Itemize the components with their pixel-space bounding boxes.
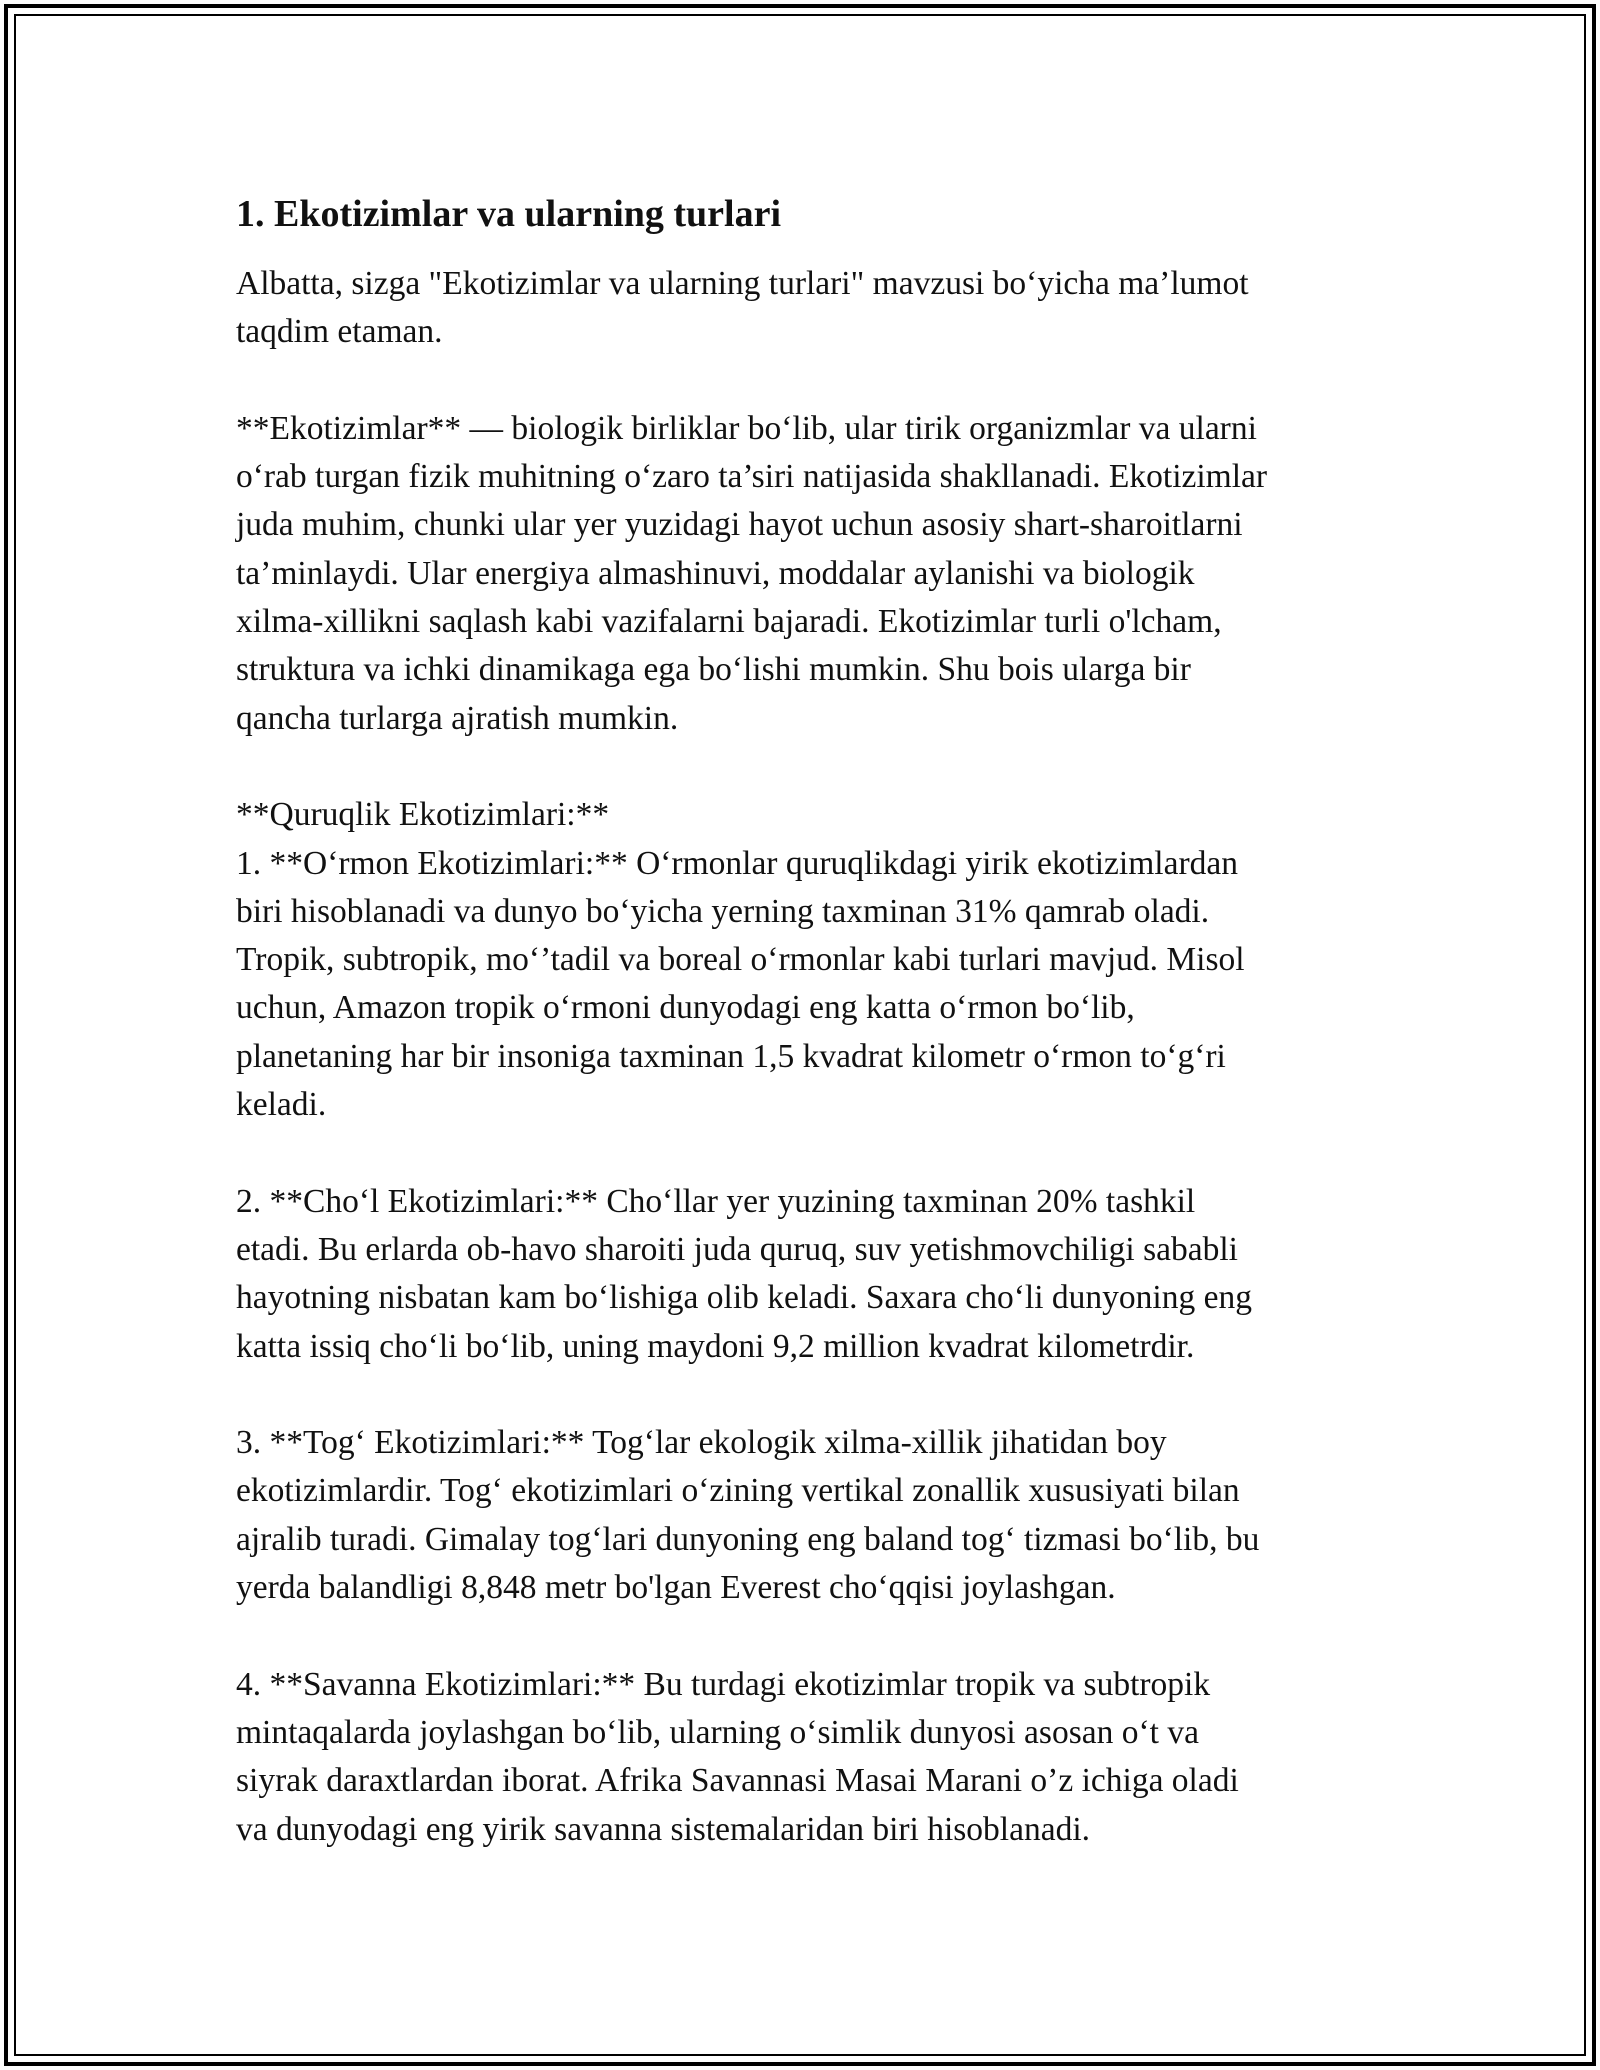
paragraph-savanna: 4. **Savanna Ekotizimlari:** Bu turdagi ekotizimlar tropik va subtropik mintaqalarda joylashgan bo‘lib, ularning o‘simlik dunyosi asosan o‘t va siyrak daraxtlardan iborat. Afrika Savannasi Masai Marani o’z ichiga oladi va dunyodagi eng yirik savanna sistemalaridan biri hisoblanadi. xyxy=(236,1665,1239,1848)
paragraph-definition: **Ekotizimlar** — biologik birliklar bo‘lib, ular tirik organizmlar va ularni o‘rab turgan fizik muhitning o‘zaro ta’siri natijasida shakllanadi. Ekotizimlar juda muhim, chunki ular yer yuzidagi hayot uchun asosiy shart-sharoitlarni ta’minlaydi. Ular energiya almashinuvi, moddalar aylanishi va biologik xilma-xillikni saqlash kabi vazifalarni bajaradi. Ekotizimlar turli o'lcham, struktura va ichki dinamikaga ega bo‘lishi mumkin. Shu bois ularga bir qancha turlarga ajratish mumkin. xyxy=(236,409,1268,737)
paragraph-desert: 2. **Cho‘l Ekotizimlari:** Cho‘llar yer yuzining taxminan 20% tashkil etadi. Bu erlarda ob-havo sharoiti juda quruq, suv yetishmovchiligi sababli hayotning nisbatan kam bo‘lishiga olib keladi. Saxara cho‘li dunyoning eng katta issiq cho‘li bo‘lib, uning maydoni 9,2 million kvadrat kilometrdir. xyxy=(236,1182,1252,1365)
paragraph-mountain: 3. **Tog‘ Ekotizimlari:** Tog‘lar ekologik xilma-xillik jihatidan boy ekotizimlardir. Tog‘ ekotizimlari o‘zining vertikal zonallik xususiyati bilan ajralib turadi. Gimalay tog‘lari dunyoning eng baland tog‘ tizmasi bo‘lib, bu yerda balandligi 8,848 metr bo'lgan Everest cho‘qqisi joylashgan. xyxy=(236,1424,1260,1607)
document-body xyxy=(236,188,1366,1854)
paragraph-gap xyxy=(236,1371,1366,1419)
paragraph-gap xyxy=(236,743,1366,791)
paragraph-intro: Albatta, sizga "Ekotizimlar va ularning turlari" mavzusi bo‘yicha ma’lumot taqdim etaman. xyxy=(236,265,1249,351)
paragraph-forest: **Quruqlik Ekotizimlari:** 1. **O‘rmon Ekotizimlari:** O‘rmonlar quruqlikdagi yirik ekotizimlardan biri hisoblanadi va dunyo bo‘yicha yerning taxminan 31% qamrab oladi. Tropik, subtropik, mo‘’tadil va boreal o‘rmonlar kabi turlari mavjud. Misol uchun, Amazon tropik o‘rmoni dunyodagi eng katta o‘rmon bo‘lib, planetaning har bir insoniga taxminan 1,5 kvadrat kilometr o‘rmon to‘g‘ri keladi. xyxy=(236,796,1245,1124)
paragraph-gap xyxy=(236,357,1366,405)
document-title: 1. Ekotizimlar va ularning turlari xyxy=(236,193,782,235)
paragraph-gap xyxy=(236,1612,1366,1660)
paragraph-gap xyxy=(236,1129,1366,1177)
